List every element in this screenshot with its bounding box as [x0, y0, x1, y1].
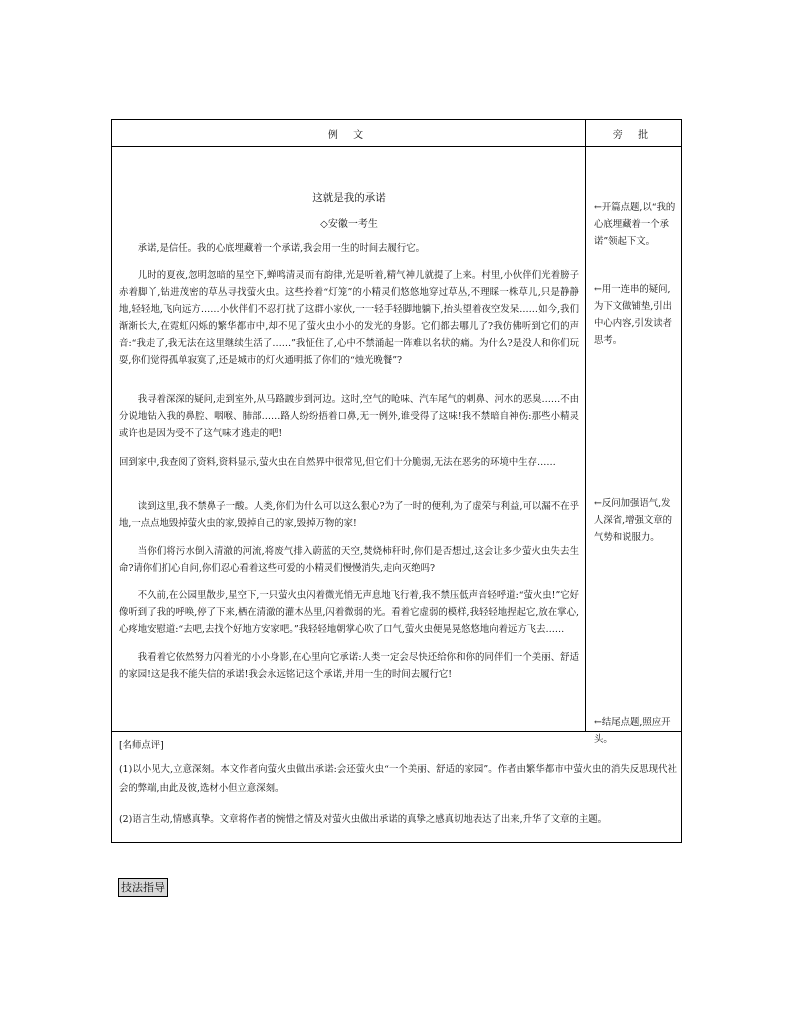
review-item: (1)以小见大,立意深刻。本文作者向萤火虫做出承诺:会还萤火虫“一个美丽、舒适的家园”。作者由繁华都市中萤火虫的消失反思现代社会的弊端,由此及彼,选材小但立意深刻。: [119, 764, 677, 794]
essay-paragraph: 不久前,在公园里散步,星空下,一只萤火虫闪着微光悄无声息地飞行着,我不禁压低声音轻呼道:“萤火虫!”它好像听到了我的呼唤,停了下来,栖在清澈的灌木丛里,闪着微弱的光。看着它虚弱的模样,我轻轻地捏起它,放在掌心,心疼地安慰道:“去吧,去找个好地方安家吧。”我轻轻地朝掌心吹了口气,萤火虫便晃晃悠悠地向着远方飞去……: [119, 590, 579, 635]
section-label-technique: 技法指导: [118, 878, 168, 897]
essay-column: [112, 147, 586, 731]
essay-author: ◇安徽一考生: [320, 219, 378, 230]
side-note: ←结尾点题,照应开头。: [594, 717, 671, 745]
essay-title: 这就是我的承诺: [312, 192, 386, 204]
essay-paragraph: 承诺,是信任。我的心底埋藏着一个承诺,我会用一生的时间去履行它。: [137, 243, 426, 254]
header-side-notes: 旁 批: [612, 129, 655, 141]
review-item: (2)语言生动,情感真挚。文章将作者的惋惜之情及对萤火虫做出承诺的真挚之感真切地表达了出来,升华了文章的主题。: [119, 814, 607, 825]
essay-paragraph: 回到家中,我查阅了资料,资料显示,萤火虫在自然界中很常见,但它们十分脆弱,无法在恶劣的环境中生存……: [119, 457, 556, 468]
essay-paragraph: 读到这里,我不禁鼻子一酸。人类,你们为什么可以这么狠心?为了一时的便利,为了虚荣与利益,可以漏不在乎地,一点点地毁掉萤火虫的家,毁掉自己的家,毁掉万物的家!: [119, 501, 579, 529]
side-note: ←开篇点题,以“我的心底埋藏着一个承诺”领起下文。: [594, 202, 676, 247]
header-example-essay: 例 文: [112, 120, 586, 146]
review-heading: [名师点评]: [119, 740, 164, 751]
teacher-review-row: [112, 732, 681, 842]
table-header-row: [112, 120, 681, 147]
table-body-row: [112, 147, 681, 745]
essay-paragraph: 我寻着深深的疑问,走到室外,从马路踱步到河边。这时,空气的呛味、汽车尾气的刺鼻、河水的恶臭……不由分说地钻入我的鼻腔、咽喉、肺部……路人纷纷捂着口鼻,无一例外,谁受得了这味!我不禁暗自神伤:那些小精灵或许也是因为受不了这气味才逃走的吧!: [119, 394, 579, 439]
side-note: ←反问加强语气,发人深省,增强文章的气势和说服力。: [594, 498, 672, 543]
essay-paragraph: 当你们将污水倒入清澈的河流,将废气排入蔚蓝的天空,焚烧柿秆时,你们是否想过,这会让多少萤火虫失去生命?请你们扪心自问,你们忍心看着这些可爱的小精灵们慢慢消失,走向灭绝吗?: [119, 546, 579, 574]
essay-paragraph: 儿时的夏夜,忽明忽暗的星空下,蝉鸣清灵而有韵律,光是听着,精气神儿就提了上来。村里,小伙伴们光着膀子赤着脚丫,钻进茂密的草丛寻找萤火虫。这些拎着“灯笼”的小精灵们悠悠地穿过草丛,不理睬一株草儿,只是静静地,轻轻地,飞向远方……小伙伴们不忍打扰了这群小家伙,一一轻手轻脚地躺下,抬头望着夜空发呆……如今,我们渐渐长大,在霓虹闪烁的繁华都市中,却不见了萤火虫小小的发光的身影。它们都去哪儿了?我仿佛听到它们的声音:“我走了,我无法在这里继续生活了……”我怔住了,心中不禁涌起一阵难以名状的痛。为什么?是没人和你们玩耍,你们觉得孤单寂寞了,还是城市的灯火通明抵了你们的“烛光晚餐”?: [119, 270, 579, 366]
essay-table: [111, 119, 682, 843]
side-note: ←用一连串的疑问,为下文做铺垫,引出中心内容,引发读者思考。: [594, 284, 672, 346]
essay-paragraph: 我看着它依然努力闪着光的小小身影,在心里向它承诺:人类一定会尽快还给你和你的同伴们一个美丽、舒适的家园!这是我不能失信的承诺!我会永远铭记这个承诺,并用一生的时间去履行它!: [119, 652, 579, 680]
side-notes-column: [586, 147, 681, 745]
